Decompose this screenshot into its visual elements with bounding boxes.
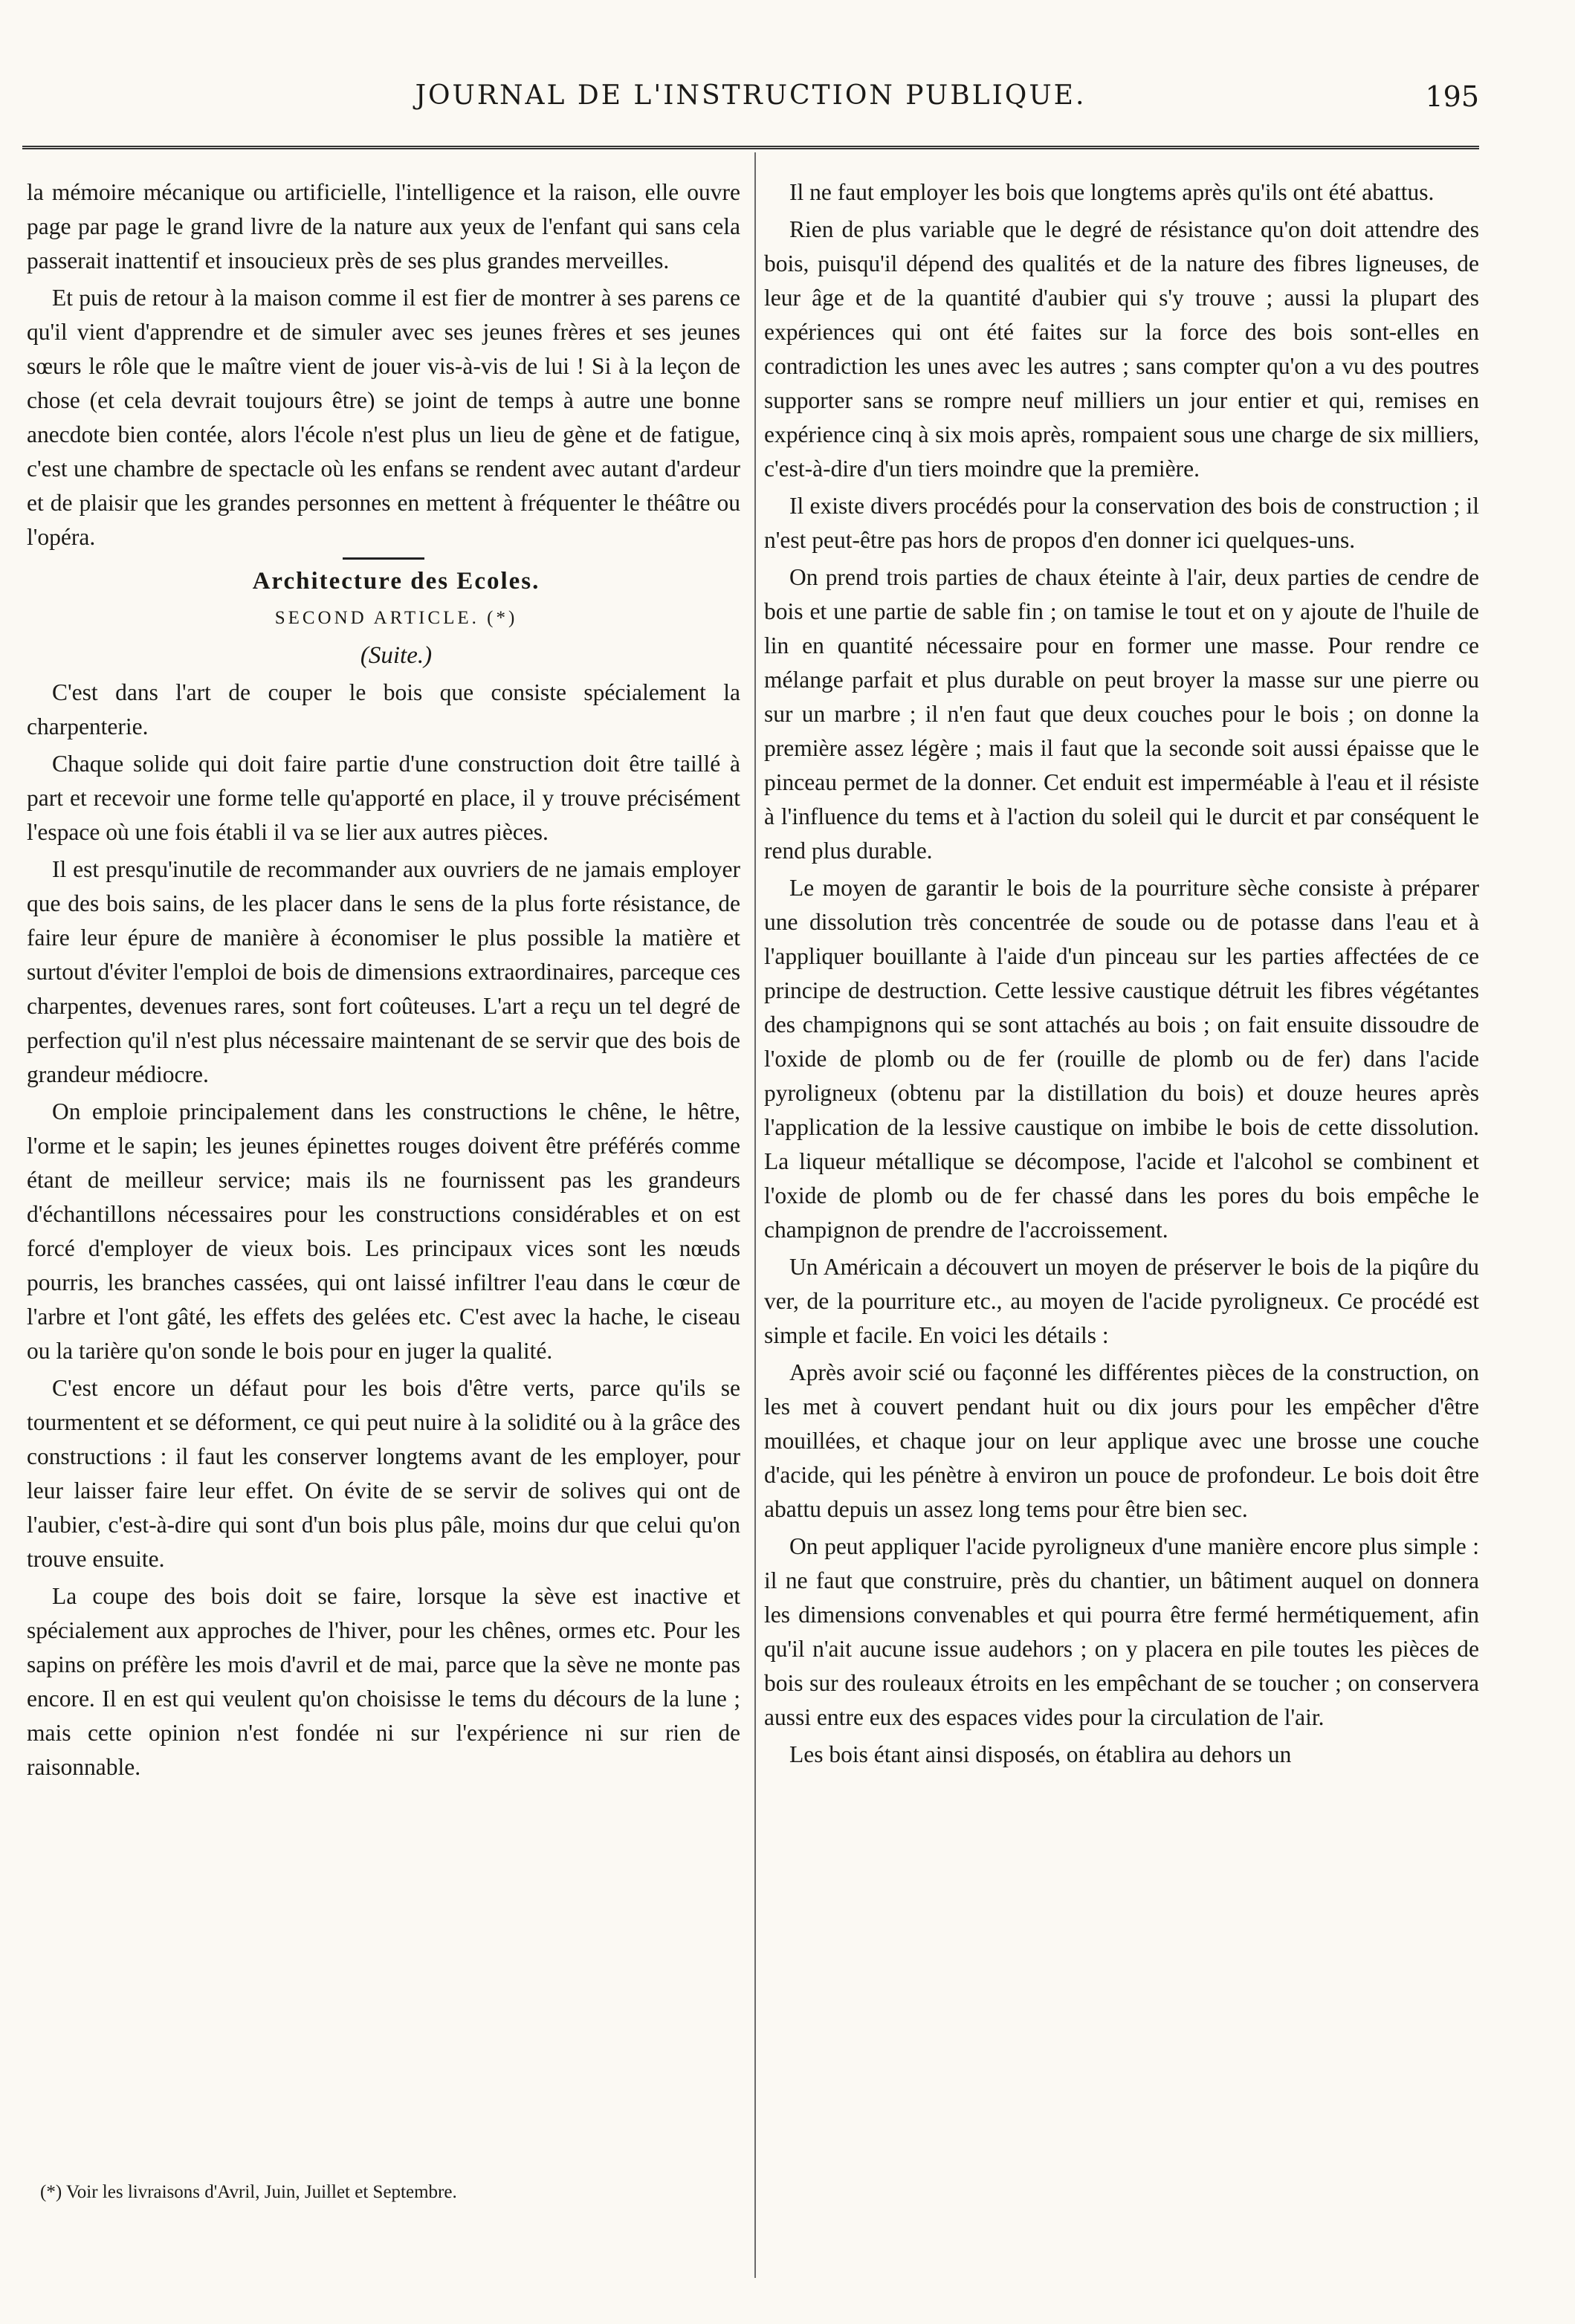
article-paragraph: Il ne faut employer les bois que longtems après qu'ils ont été abattus. [789,179,1435,205]
article-paragraph: Il existe divers procédés pour la conservation des bois de construction ; il n'est peut-être pas hors de propos d'en donner ici quelques-uns. [764,493,1479,553]
section-note: (Suite.) [360,642,433,669]
right-column [764,175,1479,1775]
article-paragraph: Rien de plus variable que le degré de résistance qu'on doit attendre des bois, puisqu'il dépend des qualités et de la nature des fibres ligneuses, de leur âge et de la quantité d'aubier qui s'y trouve ; aussi la plupart des expériences qui ont été faites sur la force des bois sont-elles en contradiction les unes avec les autres ; sans compter qu'on a vu des poutres supporter sans se rompre neuf milliers un jour entier et qui, remises en expérience cinq à six mois après, rompaient sous une charge de six milliers, c'est-à-dire d'un tiers moindre que la première. [764,216,1479,482]
article-paragraph: Il est presqu'inutile de recommander aux ouvriers de ne jamais employer que des bois sains, de les placer dans le sens de la plus forte résistance, de faire leur épure de manière à économiser le plus possible la matière et surtout d'éviter l'emploi de bois de dimensions extraordinaires, parceque ces charpentes, devenues rares, sont fort coûteuses. L'art a reçu un tel degré de perfection qu'il n'est plus nécessaire maintenant de se servir que des bois de grandeur médiocre. [27,856,740,1087]
article-paragraph: C'est dans l'art de couper le bois que consiste spécialement la charpenterie. [27,679,740,739]
running-title: JOURNAL DE L'INSTRUCTION PUBLIQUE. [415,80,1087,111]
intro-paragraph: Et puis de retour à la maison comme il est fier de montrer à ses parens ce qu'il vient d'apprendre et de simuler avec ses jeunes frères et ses jeunes sœurs le rôle que le maître vient de jouer vis-à-vis de lui ! Si à la leçon de chose (et cela devrait toujours être) se joint de temps à autre une bonne anecdote bien contée, alors l'école n'est plus un lieu de gène et de fatigue, c'est une chambre de spectacle où les enfans se rendent avec autant d'ardeur et de plaisir que les grandes personnes en mettent à fréquenter le théâtre ou l'opéra. [27,285,740,550]
article-paragraph: Après avoir scié ou façonné les différentes pièces de la construction, on les met à couvert pendant huit ou dix jours pour les empêcher d'être mouillées, et chaque jour on leur applique avec une brosse une couche d'acide, qui les pénètre à environ un pouce de profondeur. Le bois doit être abattu depuis un assez long tems pour être bien sec. [764,1359,1479,1522]
article-paragraph: C'est encore un défaut pour les bois d'être verts, parce qu'ils se tourmentent et se déforment, ce qui peut nuire à la solidité ou à la grâce des constructions : il faut les conserver longtems avant de les employer, pour leur laisser faire leur effet. On évite de se servir de solives qui ont de l'aubier, c'est-à-dire qui sont d'un bois plus pâle, moins dur que celui qu'on trouve ensuite. [27,1375,740,1572]
article-paragraph: On emploie principalement dans les constructions le chêne, le hêtre, l'orme et le sapin; les jeunes épinettes rouges doivent être préférés comme étant de meilleur service; mais ils ne fournissent pas les grandeurs d'échantillons nécessaires pour les constructions considérables et on est forcé d'employer de vieux bois. Les principaux vices sont les nœuds pourris, les branches cassées, qui ont laissé infiltrer l'eau dans le cœur de l'arbre et l'ont gâté, les effets des gelées etc. C'est avec la hache, le ciseau ou la tarière qu'on sonde le bois pour en juger la qualité. [27,1098,740,1364]
page-header [22,74,1479,126]
page-number: 195 [1425,80,1479,113]
intro-paragraph: la mémoire mécanique ou artificielle, l'intelligence et la raison, elle ouvre page par page le grand livre de la nature aux yeux de l'enfant qui sans cela passerait inattentif et insoucieux près de ses plus grandes merveilles. [27,179,740,273]
footnote: (*) Voir les livraisons d'Avril, Juin, Juillet et Septembre. [40,2182,457,2202]
article-paragraph: Un Américain a découvert un moyen de préserver le bois de la piqûre du ver, de la pourriture etc., au moyen de l'acide pyroligneux. Ce procédé est simple et facile. En voici les détails : [764,1254,1479,1348]
article-paragraph: On peut appliquer l'acide pyroligneux d'une manière encore plus simple : il ne faut que construire, près du chantier, un bâtiment auquel on donnera les dimensions convenables et qui pourra être fermé hermétiquement, afin qu'il n'ait aucune issue audehors ; on y placera en pile toutes les pièces de bois sur des rouleaux étroits en les empêchant de se toucher ; on conservera aussi entre eux des espaces vides pour la circulation de l'air. [764,1533,1479,1730]
article-paragraph: Chaque solide qui doit faire partie d'une construction doit être taillé à part et recevoir une forme telle qu'apporté en place, il y trouve précisément l'espace où une fois établi il va se lier aux autres pièces. [27,751,740,845]
article-paragraph: On prend trois parties de chaux éteinte à l'air, deux parties de cendre de bois et une partie de sable fin ; on tamise le tout et on y ajoute de l'huile de lin en quantité nécessaire pour en former une masse. Pour rendre ce mélange parfait et plus durable on peut broyer la masse sur une pierre ou sur un marbre ; il n'en faut que deux couches pour le bois ; on donne la première assez légère ; mais il faut que la seconde soit aussi épaisse que le pinceau permet de la donner. Cet enduit est imperméable à l'eau et il résiste à l'influence du tems et à l'action du soleil qui le durcit et par conséquent le rend plus durable. [764,564,1479,864]
article-paragraph: Les bois étant ainsi disposés, on établira au dehors un [789,1741,1292,1767]
header-rule [22,146,1479,149]
article-paragraph: Le moyen de garantir le bois de la pourriture sèche consiste à préparer une dissolution très concentrée de soude ou de potasse dans l'eau et à l'appliquer bouillante à l'aide d'un pinceau sur les parties affectées de ce principe de destruction. Cette lessive caustique détruit les fibres végétantes des champignons qui se sont attachés au bois ; on fait ensuite dissoudre de l'oxide de plomb ou de fer (rouille de plomb ou de fer) dans l'acide pyroligneux (obtenu par la distillation du bois) et douze heures après l'application de la lessive caustique on imbibe le bois de cette dissolution. La liqueur métallique se décompose, l'acide et l'alcohol se combinent et l'oxide de plomb ou de fer chassé dans les pores du bois empêche le champignon de prendre de l'accroissement. [764,875,1479,1243]
left-column [27,175,740,1787]
section-separator-rule [343,557,424,560]
section-title: Architecture des Ecoles. [252,568,540,595]
column-divider [754,152,756,2278]
article-paragraph: La coupe des bois doit se faire, lorsque la sève est inactive et spécialement aux approches de l'hiver, pour les chênes, ormes etc. Pour les sapins on préfère les mois d'avril et de mai, parce que la sève ne monte pas encore. Il en est qui veulent qu'on choisisse le tems du décours de la lune ; mais cette opinion n'est fondée ni sur l'expérience ni sur rien de raisonnable. [27,1583,740,1780]
section-subtitle: SECOND ARTICLE. (*) [274,608,518,628]
